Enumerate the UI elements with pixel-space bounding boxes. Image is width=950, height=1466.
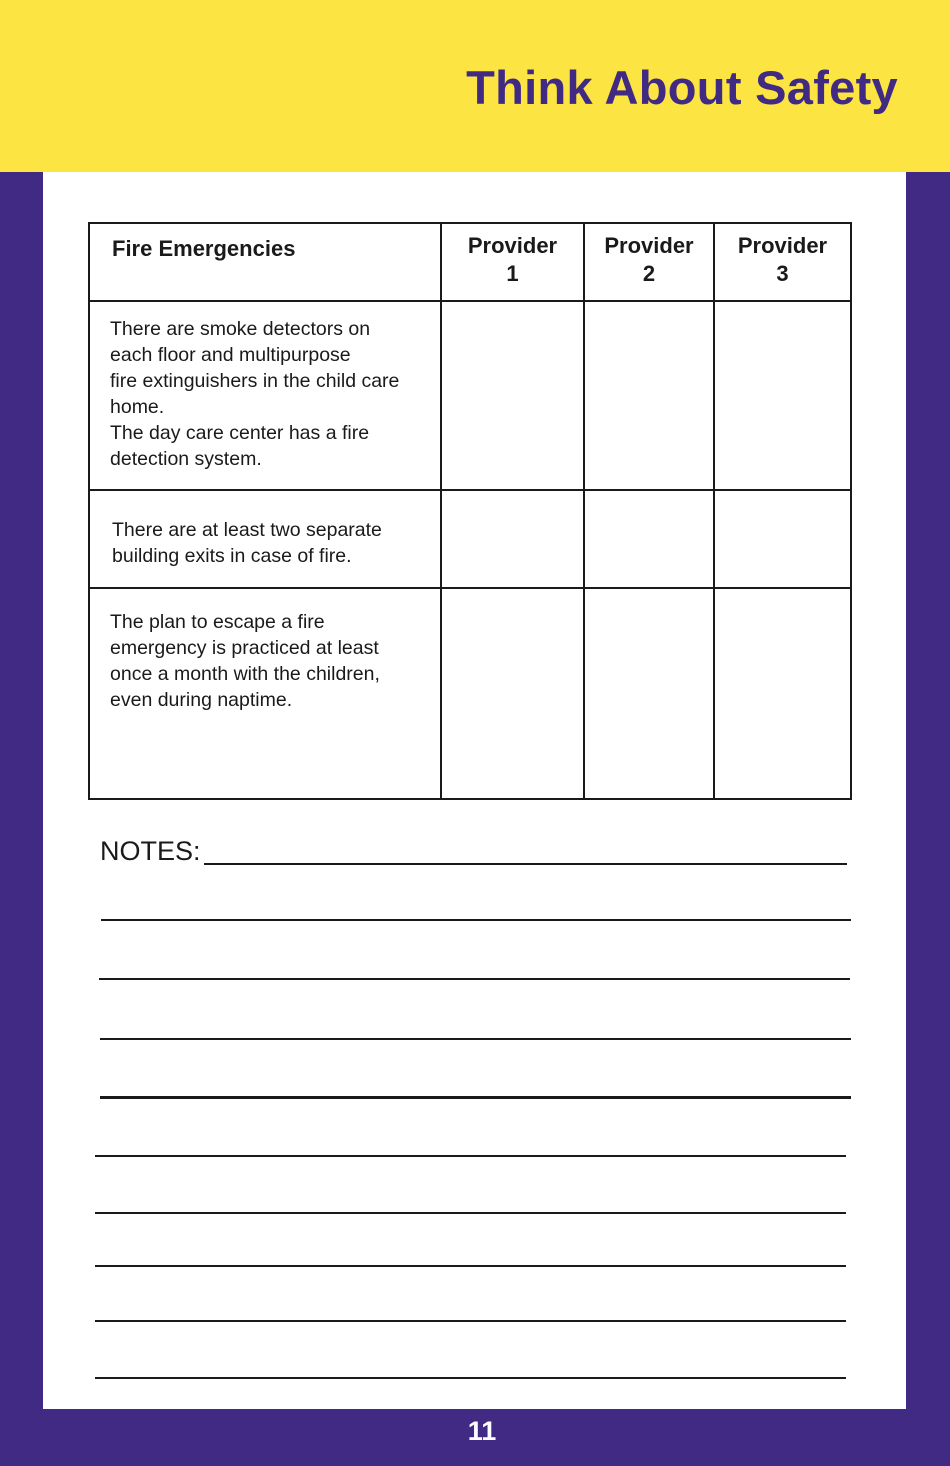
- table-row: [89, 490, 851, 588]
- notes-line[interactable]: [99, 978, 850, 980]
- column-header-label: Provider: [737, 233, 828, 258]
- notes-line[interactable]: [100, 1038, 851, 1040]
- provider-3-check-cell[interactable]: [714, 301, 851, 490]
- column-header-provider-1: [441, 223, 584, 301]
- column-header-provider-3: [714, 223, 851, 301]
- text-line: The day care center has a fire: [110, 422, 370, 444]
- content-panel: [43, 172, 906, 1409]
- provider-2-check-cell[interactable]: [584, 301, 714, 490]
- page-title: Think About Safety: [466, 61, 898, 114]
- column-header-number: 3: [776, 261, 789, 286]
- notes-line[interactable]: [95, 1155, 846, 1157]
- row-item-text: [90, 491, 440, 569]
- column-header-item-label: Fire Emergencies: [112, 236, 296, 261]
- provider-2-check-cell[interactable]: [584, 490, 714, 588]
- notes-line[interactable]: [204, 863, 847, 865]
- text-line: There are smoke detectors on: [110, 318, 371, 340]
- row-item-text: [90, 589, 440, 713]
- text-line: emergency is practiced at least: [110, 637, 379, 659]
- column-header-label: Provider: [467, 233, 558, 258]
- text-line: building exits in case of fire.: [112, 545, 352, 567]
- column-header-number: 2: [642, 261, 656, 286]
- notes-line[interactable]: [95, 1320, 846, 1322]
- text-line: home.: [110, 396, 165, 418]
- table-header-row: [89, 223, 851, 301]
- page-number: 11: [467, 1416, 497, 1446]
- text-line: The plan to escape a fire: [110, 611, 325, 633]
- table-row: [89, 588, 851, 799]
- notes-line[interactable]: [101, 919, 851, 921]
- row-item-cell: [89, 490, 441, 588]
- notes-line[interactable]: [95, 1265, 846, 1267]
- text-line: each floor and multipurpose: [110, 344, 351, 366]
- header-band: [0, 0, 950, 172]
- text-line: even during naptime.: [110, 689, 293, 711]
- text-line: There are at least two separate: [112, 519, 382, 541]
- provider-3-check-cell[interactable]: [714, 490, 851, 588]
- text-line: fire extinguishers in the child care: [110, 370, 400, 392]
- provider-3-check-cell[interactable]: [714, 588, 851, 799]
- row-item-cell: [89, 301, 441, 490]
- column-header-label: Provider: [604, 233, 694, 258]
- provider-1-check-cell[interactable]: [441, 301, 584, 490]
- row-item-cell: [89, 588, 441, 799]
- column-header-provider-2: [584, 223, 714, 301]
- provider-1-check-cell[interactable]: [441, 490, 584, 588]
- column-header-item: [89, 223, 441, 301]
- notes-label: NOTES:: [100, 836, 201, 866]
- table-row: [89, 301, 851, 490]
- provider-2-check-cell[interactable]: [584, 588, 714, 799]
- notes-line[interactable]: [100, 1096, 851, 1099]
- row-item-text: [90, 302, 440, 472]
- text-line: once a month with the children,: [110, 663, 380, 685]
- column-header-number: 1: [506, 261, 519, 286]
- fire-emergencies-table: [88, 222, 852, 800]
- provider-1-check-cell[interactable]: [441, 588, 584, 799]
- notes-line[interactable]: [95, 1377, 846, 1379]
- text-line: detection system.: [110, 448, 262, 470]
- notes-line[interactable]: [95, 1212, 846, 1214]
